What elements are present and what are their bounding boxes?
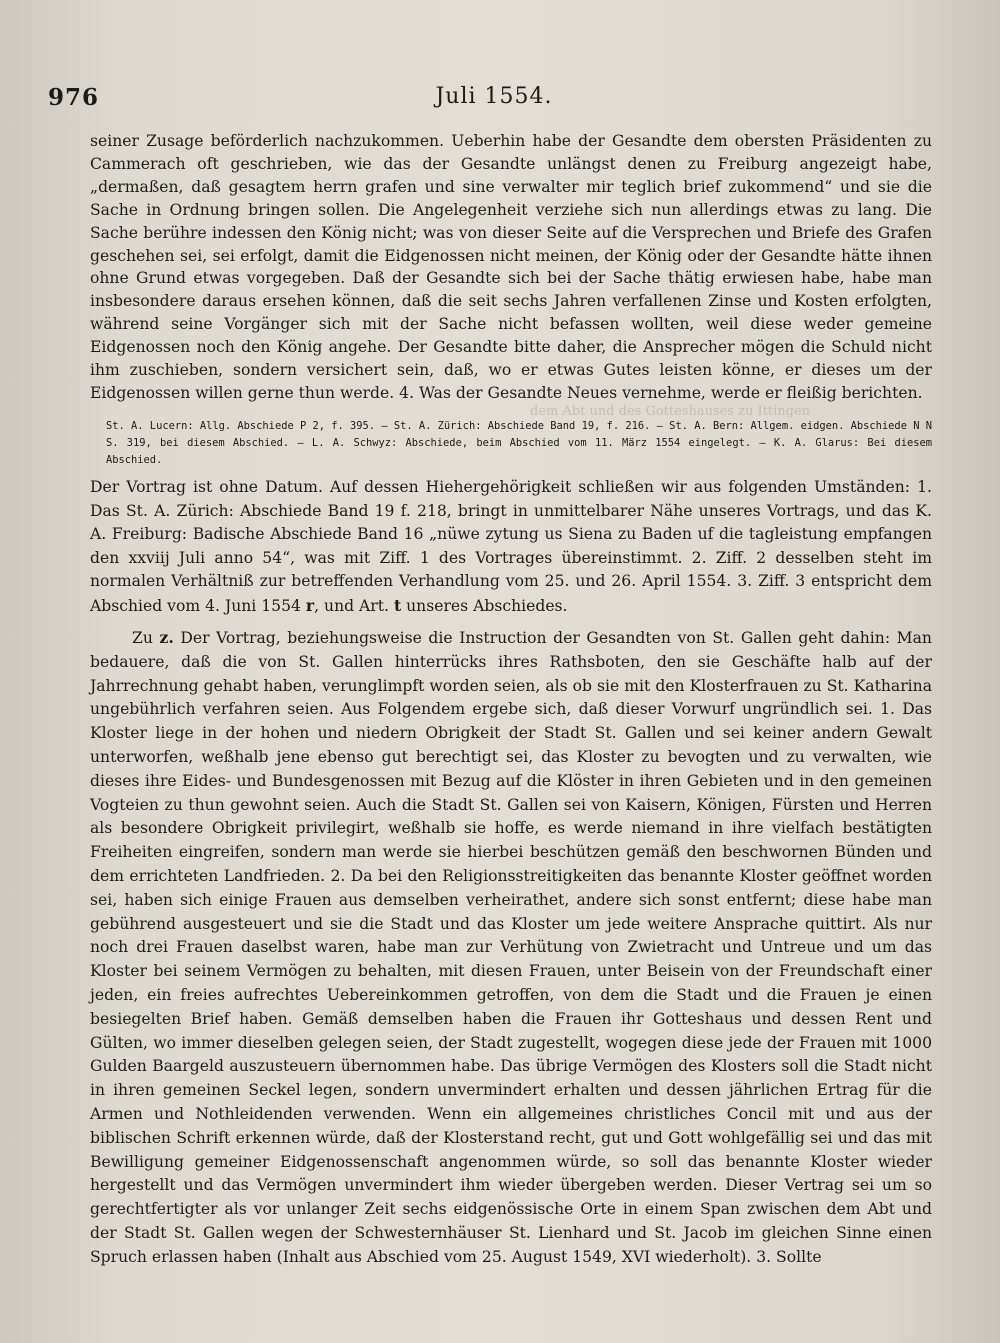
section-letter-z: z. xyxy=(159,628,174,647)
editorial-note-joiner: , und Art. xyxy=(314,596,389,615)
editorial-note-text: Der Vortrag ist ohne Datum. Auf dessen Hiehergehörigkeit schließen wir aus folgenden Umständen: 1. Das St. A. Zürich: Abschiede Band 19 f. 218, bringt in unmittelbarer Nähe unseres Vortrags, und das K. A. Freiburg: Badische Abschiede Band 16 „nüwe zytung us Siena zu Baden uf die tagleistung empfangen den xxviij Juli anno 54“, was mit Ziff. 1 des Vortrages übereinstimmt. 2. Ziff. 2 desselben steht im normalen Verhältniß zur betreffenden Verhandlung vom 25. und 26. April 1554. 3. Ziff. 3 entspricht dem Abschied vom 4. Juni 1554 xyxy=(90,478,932,615)
section-letter-r: r xyxy=(305,595,315,615)
page-number: 976 xyxy=(48,84,100,111)
page-header xyxy=(48,84,940,118)
section-z-paragraph xyxy=(90,626,932,1270)
archive-footnote: St. A. Lucern: Allg. Abschiede P 2, f. 395. — St. A. Zürich: Abschiede Band 19, f. 216. — St. A. Bern: Allgem. eidgen. Abschiede N N S. 319, bei diesem Abschied. — L. A. Schwyz: Abschiede, beim Abschied vom 11. März 1554 eingelegt. — K. A. Glarus: Bei diesem Abschied. xyxy=(106,420,932,466)
section-z-text: Der Vortrag, beziehungsweise die Instruction der Gesandten von St. Gallen geht dahin: Man bedauere, daß die von St. Gallen hinterrücks ihres Rathsboten, den sie Geschäfte halb auf der Jahrrechnung gehabt haben, verunglimpft worden seien, als ob sie mit den Klosterfrauen zu St. Katharina ungebührlich verfahren seien. Aus Folgendem ergebe sich, daß dieser Vorwurf ungründlich sei. 1. Das Kloster liege in der hohen und niedern Obrigkeit der Stadt St. Gallen und sei keiner andern Gewalt unterworfen, weßhalb jene ebenso gut berechtigt sei, das Kloster zu bevogten und zu verwalten, wie dieses ihre Eides- und Bundesgenossen mit Bezug auf die Klöster in ihren Gebieten und in den gemeinen Vogteien zu thun gewohnt seien. Auch die Stadt St. Gallen sei von Kaisern, Königen, Fürsten und Herren als besondere Obrigkeit privilegirt, weßhalb sie hoffe, es werde niemand in ihre vielfach bestätigten Freiheiten eingreifen, sondern man werde sie hierbei beschützen gemäß den beschwornen Bünden und dem errichteten Landfrieden. 2. Da bei den Religionsstreitigkeiten das benannte Kloster geöffnet worden sei, haben sich einige Frauen aus demselben verheirathet, andere sich sonst entfernt; diese habe man gebührend ausgesteuert und sie die Stadt und das Kloster um jede weitere Ansprache quittirt. Als nur noch drei Frauen daselbst waren, habe man zur Verhütung von Zwietracht und Untreue und um das Kloster bei seinem Vermögen zu behalten, mit diesen Frauen, unter Beisein von der Freundschaft einer jeden, ein freies aufrechtes Uebereinkommen getroffen, von dem die Stadt und die Frauen je einen besiegelten Brief haben. Gemäß demselben haben die Frauen ihr Gotteshaus und dessen Rent und Gülten, wo immer dieselben gelegen seien, der Stadt zugestellt, wogegen diese jede der Frauen mit 1000 Gulden Baargeld auszusteuern übernommen habe. Das übrige Vermögen des Klosters soll die Stadt nicht in ihren gemeinen Seckel legen, sondern unvermindert erhalten und dessen jährlichen Ertrag für die Armen und Nothleidenden verwenden. Wenn ein allgemeines christliches Concil mit und aus der biblischen Schrift erkennen würde, daß der Klosterstand recht, gut und Gott wohlgefällig sei und das mit Bewilligung gemeiner Eidgenossenschaft angenommen würde, so soll das benannte Kloster wieder hergestellt und das Vermögen unvermindert ihm wieder übergeben werden. Dieser Vertrag sei um so gerechtfertigter als vor unlanger Zeit sechs eidgenössische Orte in einem Span zwischen dem Abt und der Stadt St. Gallen wegen der Schwesternhäuser St. Lienhard und St. Jacob im gleichen Sinne einen Spruch erlassen haben (Inhalt aus Abschied vom 25. August 1549, XVI wiederholt). 3. Sollte xyxy=(90,629,932,1266)
section-letter-t: t xyxy=(393,595,402,615)
running-title: Juli 1554. xyxy=(435,84,553,109)
editorial-note-paragraph xyxy=(90,476,932,618)
section-lead: Zu xyxy=(132,629,153,647)
bleed-through-text: dem Abt und des Gotteshauses zu Ittingen xyxy=(529,404,811,419)
paragraph-continuation: seiner Zusage beförderlich nachzukommen. Ueberhin habe der Gesandte dem obersten Präsidenten zu Cammerach oft geschrieben, wie das der Gesandte unlängst denen zu Freiburg angezeigt habe, „dermaßen, daß gesagtem herrn grafen und sine verwalter mir teglich brief zukommend“ und sie die Sache in Ordnung bringen sollen. Die Angelegenheit verziehe sich nun allerdings etwas zu lang. Die Sache berühre indessen den König nicht; was von dieser Seite auf die Versprechen und Briefe des Grafen geschehen sei, sei erfolgt, damit die Eidgenossen nicht meinen, der König oder der Gesandte hätte ihnen ohne Grund etwas vorgegeben. Daß der Gesandte sich bei der Sache thätig erwiesen habe, habe man insbesondere daraus ersehen können, daß die seit sechs Jahren verfallenen Zinse und Kosten erfolgten, während seine Vorgänger sich mit der Sache nicht befassen wollten, weil diese weder gemeine Eidgenossen noch den König angehe. Der Gesandte bitte daher, die Ansprecher mögen die Schuld nicht ihm zuschieben, sondern versichert sein, daß, wo er etwas Gutes leisten könne, er dieses um der Eidgenossen willen gerne thun werde. 4. Was der Gesandte Neues vernehme, werde er fleißig berichten. xyxy=(90,132,932,402)
editorial-note-end: unseres Abschiedes. xyxy=(406,596,568,615)
